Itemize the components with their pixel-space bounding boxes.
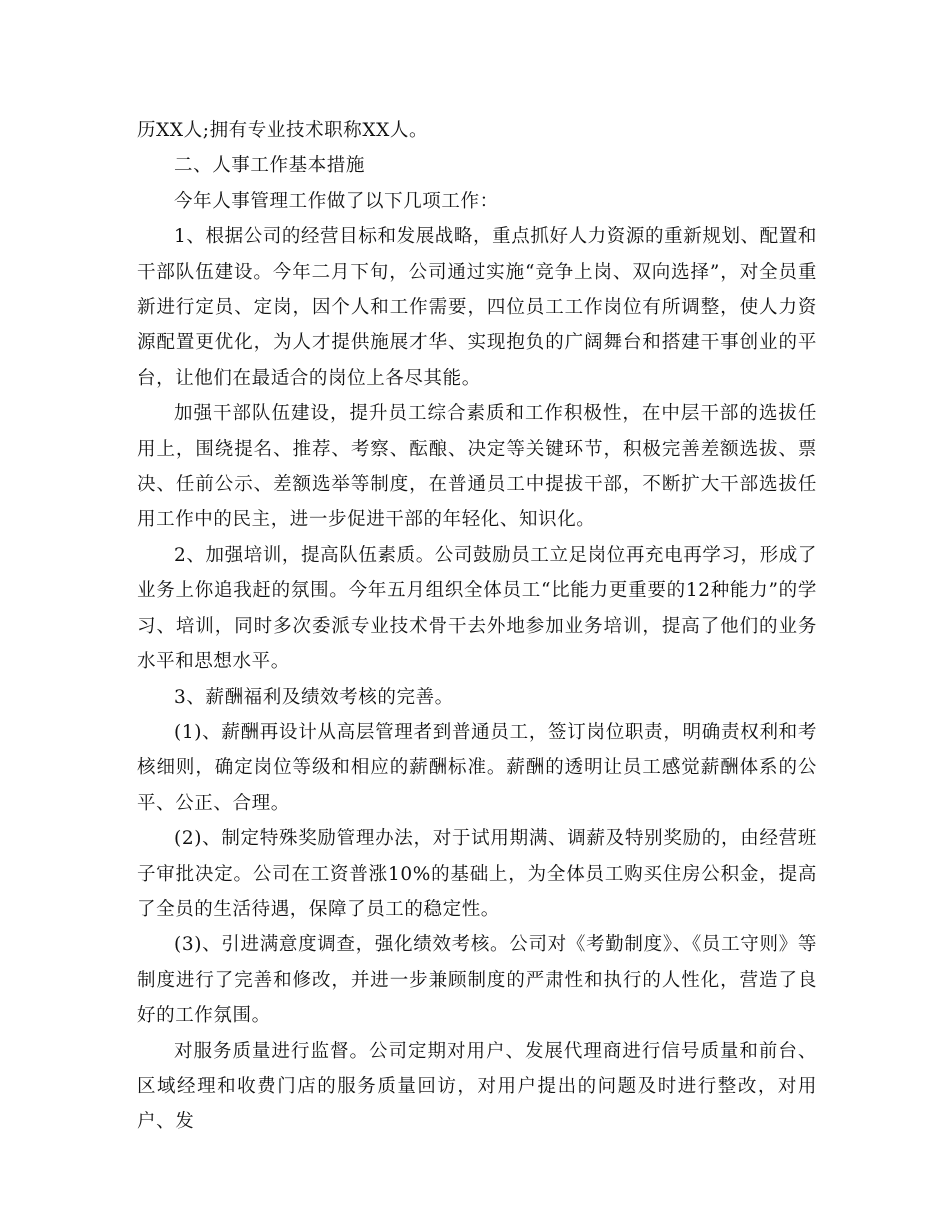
paragraph: 3、薪酬福利及绩效考核的完善。 bbox=[174, 686, 454, 708]
paragraph: (3)、引进满意度调查，强化绩效考核。公司对《考勤制度》、《员工守则》等制度进行了完善和修改，并进一步兼顾制度的严肃性和执行的人性化，营造了良好的工作氛围。 bbox=[137, 934, 817, 1027]
paragraph: 对服务质量进行监督。公司定期对用户、发展代理商进行信号质量和前台、区域经理和收费门店的服务质量回访，对用户提出的问题及时进行整改，对用户、发 bbox=[137, 1040, 817, 1133]
paragraph: 历XX人;拥有专业技术职称XX人。 bbox=[137, 120, 429, 141]
paragraph: 2、加强培训，提高队伍素质。公司鼓励员工立足岗位再充电再学习，形成了业务上你追我赶的氛围。今年五月组织全体员工“比能力更重要的12种能力”的学习、培训，同时多次委派专业技术骨干去外地参加业务培训，提高了他们的业务水平和思想水平。 bbox=[137, 544, 817, 673]
paragraph: 1、根据公司的经营目标和发展战略，重点抓好人力资源的重新规划、配置和干部队伍建设。今年二月下旬，公司通过实施“竞争上岗、双向选择”，对全员重新进行定员、定岗，因个人和工作需要，四位员工工作岗位有所调整，使人力资源配置更优化，为人才提供施展才华、实现抱负的广阔舞台和搭建干事创业的平台，让他们在最适合的岗位上各尽其能。 bbox=[137, 226, 817, 389]
document-body bbox=[137, 113, 817, 1140]
section-heading: 二、人事工作基本措施 bbox=[174, 155, 366, 177]
paragraph: 加强干部队伍建设，提升员工综合素质和工作积极性，在中层干部的选拔任用上，围绕提名、推荐、考察、酝酿、决定等关键环节，积极完善差额选拔、票决、任前公示、差额选举等制度，在普通员工中提拔干部，不断扩大干部选拔任用工作中的民主，进一步促进干部的年轻化、知识化。 bbox=[137, 403, 817, 531]
paragraph: 今年人事管理工作做了以下几项工作： bbox=[174, 190, 499, 212]
paragraph: (2)、制定特殊奖励管理办法，对于试用期满、调薪及特别奖励的，由经营班子审批决定。公司在工资普涨10%的基础上，为全体员工购买住房公积金，提高了全员的生活待遇，保障了员工的稳定性。 bbox=[137, 828, 817, 920]
paragraph: (1)、薪酬再设计从高层管理者到普通员工，签订岗位职责，明确责权利和考核细则，确定岗位等级和相应的薪酬标准。薪酬的透明让员工感觉薪酬体系的公平、公正、合理。 bbox=[137, 721, 817, 814]
